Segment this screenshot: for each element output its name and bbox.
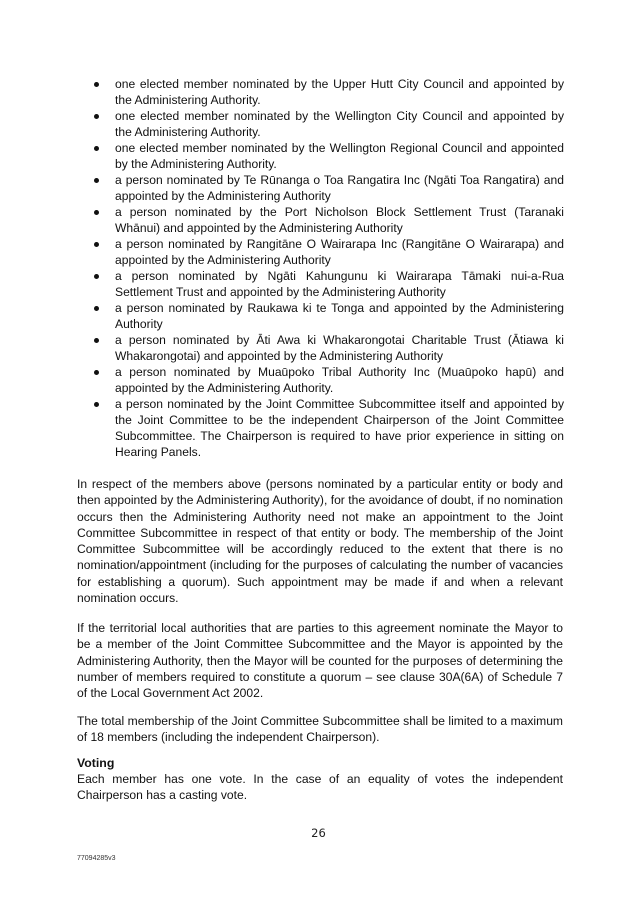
bullet-item [90,300,564,332]
bullet-dot-icon [94,402,99,407]
bullet-text: one elected member nominated by the Wellington City Council and appointed by the Administering Authority. [115,109,564,139]
bullet-item [90,108,564,140]
bullet-item [90,140,564,172]
document-id: 77094285v3 [77,855,116,862]
bullet-item [90,236,564,268]
nomination-paragraph: In respect of the members above (persons nominated by a particular entity or body and then appointed by the Administering Authority), for the avoidance of doubt, if no nomination occurs then the Administering Authority need not make an appointment to the Joint Committee Subcommittee in respect of that entity or body. The membership of the Joint Committee Subcommittee will be accordingly reduced to the extent that there is no nomination/appointment (including for the purposes of calculating the number of vacancies for establishing a quorum). Such appointment may be made if and when a relevant nomination occurs. [77,477,563,606]
bullet-dot-icon [94,210,99,215]
voting-paragraph: Each member has one vote. In the case of an equality of votes the independent Chairperson has a casting vote. [77,772,563,803]
bullet-dot-icon [94,114,99,119]
bullet-text: one elected member nominated by the Upper Hutt City Council and appointed by the Administering Authority. [115,77,564,107]
bullet-dot-icon [94,178,99,183]
total-membership-paragraph: The total membership of the Joint Committee Subcommittee shall be limited to a maximum of 18 members (including the independent Chairperson). [77,714,563,745]
bullet-text: a person nominated by Ngāti Kahungunu ki Wairarapa Tāmaki nui-a-Rua Settlement Trust and appointed by the Administering Authority [115,269,564,299]
bullet-text: a person nominated by the Joint Committee Subcommittee itself and appointed by the Joint Committee to be the independent Chairperson of the Joint Committee Subcommittee. The Chairperson is required to have prior experience in sitting on Hearing Panels. [115,397,564,459]
bullet-dot-icon [94,242,99,247]
bullet-text: a person nominated by Muaūpoko Tribal Authority Inc (Muaūpoko hapū) and appointed by the Administering Authority. [115,365,564,395]
bullet-text: a person nominated by Te Rūnanga o Toa Rangatira Inc (Ngāti Toa Rangatira) and appointed by the Administering Authority [115,173,564,203]
bullet-dot-icon [94,274,99,279]
bullet-dot-icon [94,82,99,87]
bullet-item [90,172,564,204]
bullet-dot-icon [94,146,99,151]
membership-bullet-list [90,76,564,460]
bullet-item [90,396,564,460]
bullet-item [90,268,564,300]
page-number: 26 [311,826,326,840]
bullet-text: one elected member nominated by the Wellington Regional Council and appointed by the Administering Authority. [115,141,564,171]
bullet-dot-icon [94,370,99,375]
bullet-text: a person nominated by Āti Awa ki Whakarongotai Charitable Trust (Ātiawa ki Whakarongotai) and appointed by the Administering Authority [115,333,564,363]
bullet-item [90,204,564,236]
bullet-item [90,76,564,108]
mayor-paragraph: If the territorial local authorities that are parties to this agreement nominate the Mayor to be a member of the Joint Committee Subcommittee and the Mayor is appointed by the Administering Authority, then the Mayor will be counted for the purposes of determining the number of members required to constitute a quorum – see clause 30A(6A) of Schedule 7 of the Local Government Act 2002. [77,621,563,701]
bullet-text: a person nominated by the Port Nicholson Block Settlement Trust (Taranaki Whānui) and appointed by the Administering Authority [115,205,564,235]
bullet-item [90,332,564,364]
voting-heading: Voting [77,756,115,770]
bullet-dot-icon [94,306,99,311]
bullet-text: a person nominated by Raukawa ki te Tonga and appointed by the Administering Authority [115,301,564,331]
bullet-dot-icon [94,338,99,343]
bullet-item [90,364,564,396]
bullet-text: a person nominated by Rangitāne O Wairarapa Inc (Rangitāne O Wairarapa) and appointed by the Administering Authority [115,237,564,267]
